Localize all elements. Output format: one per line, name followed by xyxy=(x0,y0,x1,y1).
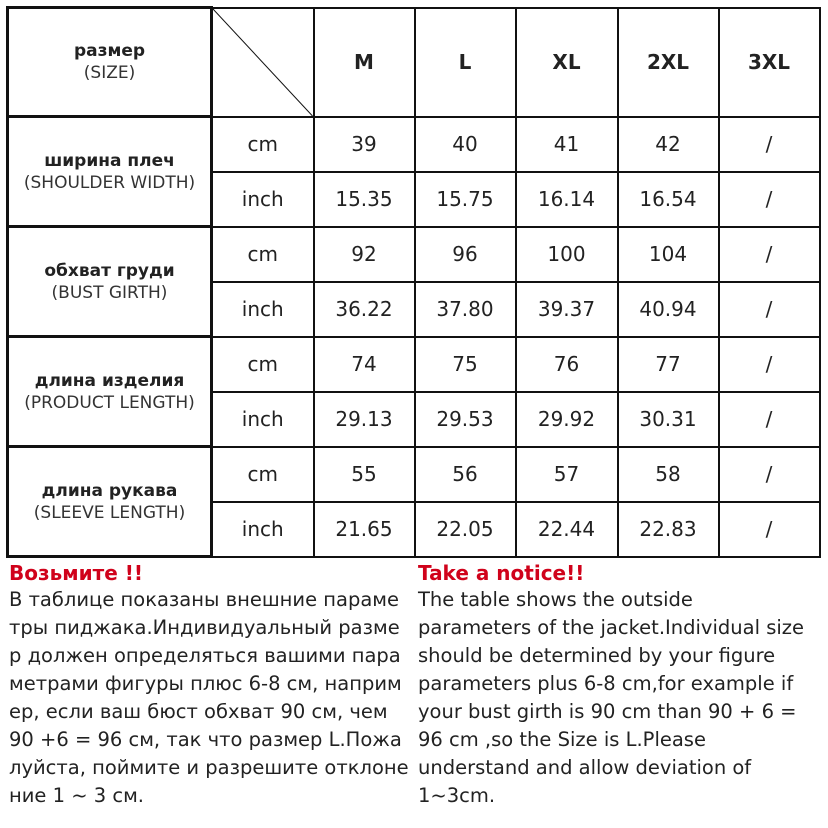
value-cell: / xyxy=(719,447,820,502)
value-cell: 30.31 xyxy=(618,392,719,447)
value-cell: 41 xyxy=(516,117,618,172)
unit-cell: inch xyxy=(212,502,314,557)
value-cell: / xyxy=(719,227,820,282)
value-cell: 40.94 xyxy=(618,282,719,337)
value-cell: 37.80 xyxy=(415,282,516,337)
size-header-l: L xyxy=(415,8,516,117)
value-cell: 58 xyxy=(618,447,719,502)
value-cell: 92 xyxy=(314,227,415,282)
value-cell: 36.22 xyxy=(314,282,415,337)
notice-en-title: Take a notice!! xyxy=(418,561,585,585)
value-cell: 77 xyxy=(618,337,719,392)
size-header-2xl: 2XL xyxy=(618,8,719,117)
value-cell: 104 xyxy=(618,227,719,282)
value-cell: 55 xyxy=(314,447,415,502)
notice-ru-body: В таблице показаны внешние параме тры пиджака.Индивидуальный разме р должен определяться вашими пара метрами фигуры плюс 6-8 см, наприм ер, если ваш бюст обхват 90 см, чем 90 +6 = 96 см, так что размер L.Пожа луйста, поймите и разрешите отклоне ние 1 ~ 3 см. xyxy=(9,588,409,807)
value-cell: 15.75 xyxy=(415,172,516,227)
value-cell: / xyxy=(719,172,820,227)
unit-cell: cm xyxy=(212,227,314,282)
value-cell: 100 xyxy=(516,227,618,282)
value-cell: / xyxy=(719,337,820,392)
value-cell: 76 xyxy=(516,337,618,392)
value-cell: 96 xyxy=(415,227,516,282)
measurement-label-en: (BUST GIRTH) xyxy=(51,282,168,303)
measurement-label-product-length xyxy=(8,337,212,447)
measurement-label-en: (PRODUCT LENGTH) xyxy=(24,392,195,413)
notice-ru xyxy=(9,560,409,810)
value-cell: 29.13 xyxy=(314,392,415,447)
value-cell: / xyxy=(719,502,820,557)
value-cell: 74 xyxy=(314,337,415,392)
notice-section xyxy=(0,560,828,828)
size-corner-label xyxy=(8,8,212,117)
value-cell: 56 xyxy=(415,447,516,502)
value-cell: 15.35 xyxy=(314,172,415,227)
value-cell: 75 xyxy=(415,337,516,392)
value-cell: 21.65 xyxy=(314,502,415,557)
measurement-label-ru: длина изделия xyxy=(34,370,185,391)
measurement-label-ru: обхват груди xyxy=(44,260,175,281)
notice-en xyxy=(418,560,823,810)
value-cell: 57 xyxy=(516,447,618,502)
measurement-label-shoulder xyxy=(8,117,212,227)
value-cell: 39.37 xyxy=(516,282,618,337)
unit-cell: cm xyxy=(212,117,314,172)
unit-cell: inch xyxy=(212,282,314,337)
measurement-label-en: (SHOULDER WIDTH) xyxy=(23,172,196,193)
unit-cell: cm xyxy=(212,337,314,392)
table-row xyxy=(8,337,820,392)
value-cell: 16.14 xyxy=(516,172,618,227)
value-cell: 22.05 xyxy=(415,502,516,557)
value-cell: 29.92 xyxy=(516,392,618,447)
value-cell: / xyxy=(719,282,820,337)
measurement-label-ru: ширина плеч xyxy=(44,150,175,171)
size-header-m: M xyxy=(314,8,415,117)
value-cell: 29.53 xyxy=(415,392,516,447)
measurement-label-bust xyxy=(8,227,212,337)
measurement-label-ru: длина рукава xyxy=(41,480,178,501)
value-cell: 42 xyxy=(618,117,719,172)
table-row xyxy=(8,117,820,172)
notice-ru-title: Возьмите !! xyxy=(9,561,143,585)
value-cell: 40 xyxy=(415,117,516,172)
size-label-en: (SIZE) xyxy=(83,63,136,83)
size-chart xyxy=(6,6,818,556)
unit-cell: inch xyxy=(212,392,314,447)
value-cell: / xyxy=(719,392,820,447)
table-row xyxy=(8,227,820,282)
unit-cell: cm xyxy=(212,447,314,502)
value-cell: 16.54 xyxy=(618,172,719,227)
value-cell: 39 xyxy=(314,117,415,172)
size-header-xl: XL xyxy=(516,8,618,117)
diagonal-cell xyxy=(212,8,314,117)
value-cell: 22.44 xyxy=(516,502,618,557)
value-cell: / xyxy=(719,117,820,172)
measurement-label-sleeve xyxy=(8,447,212,557)
value-cell: 22.83 xyxy=(618,502,719,557)
size-table xyxy=(6,6,821,558)
table-row xyxy=(8,447,820,502)
size-header-3xl: 3XL xyxy=(719,8,820,117)
header-row xyxy=(8,8,820,117)
diagonal-line xyxy=(213,9,313,116)
measurement-label-en: (SLEEVE LENGTH) xyxy=(33,502,186,523)
unit-cell: inch xyxy=(212,172,314,227)
size-label-ru: размер xyxy=(73,41,146,61)
notice-en-body: The table shows the outside parameters of the jacket.Individual size should be determined by your figure parameters plus 6-8 cm,for example if your bust girth is 90 cm than 90 + 6 = 96 cm ,so the Size is L.Please understand and allow deviation of 1~3cm. xyxy=(418,588,805,807)
